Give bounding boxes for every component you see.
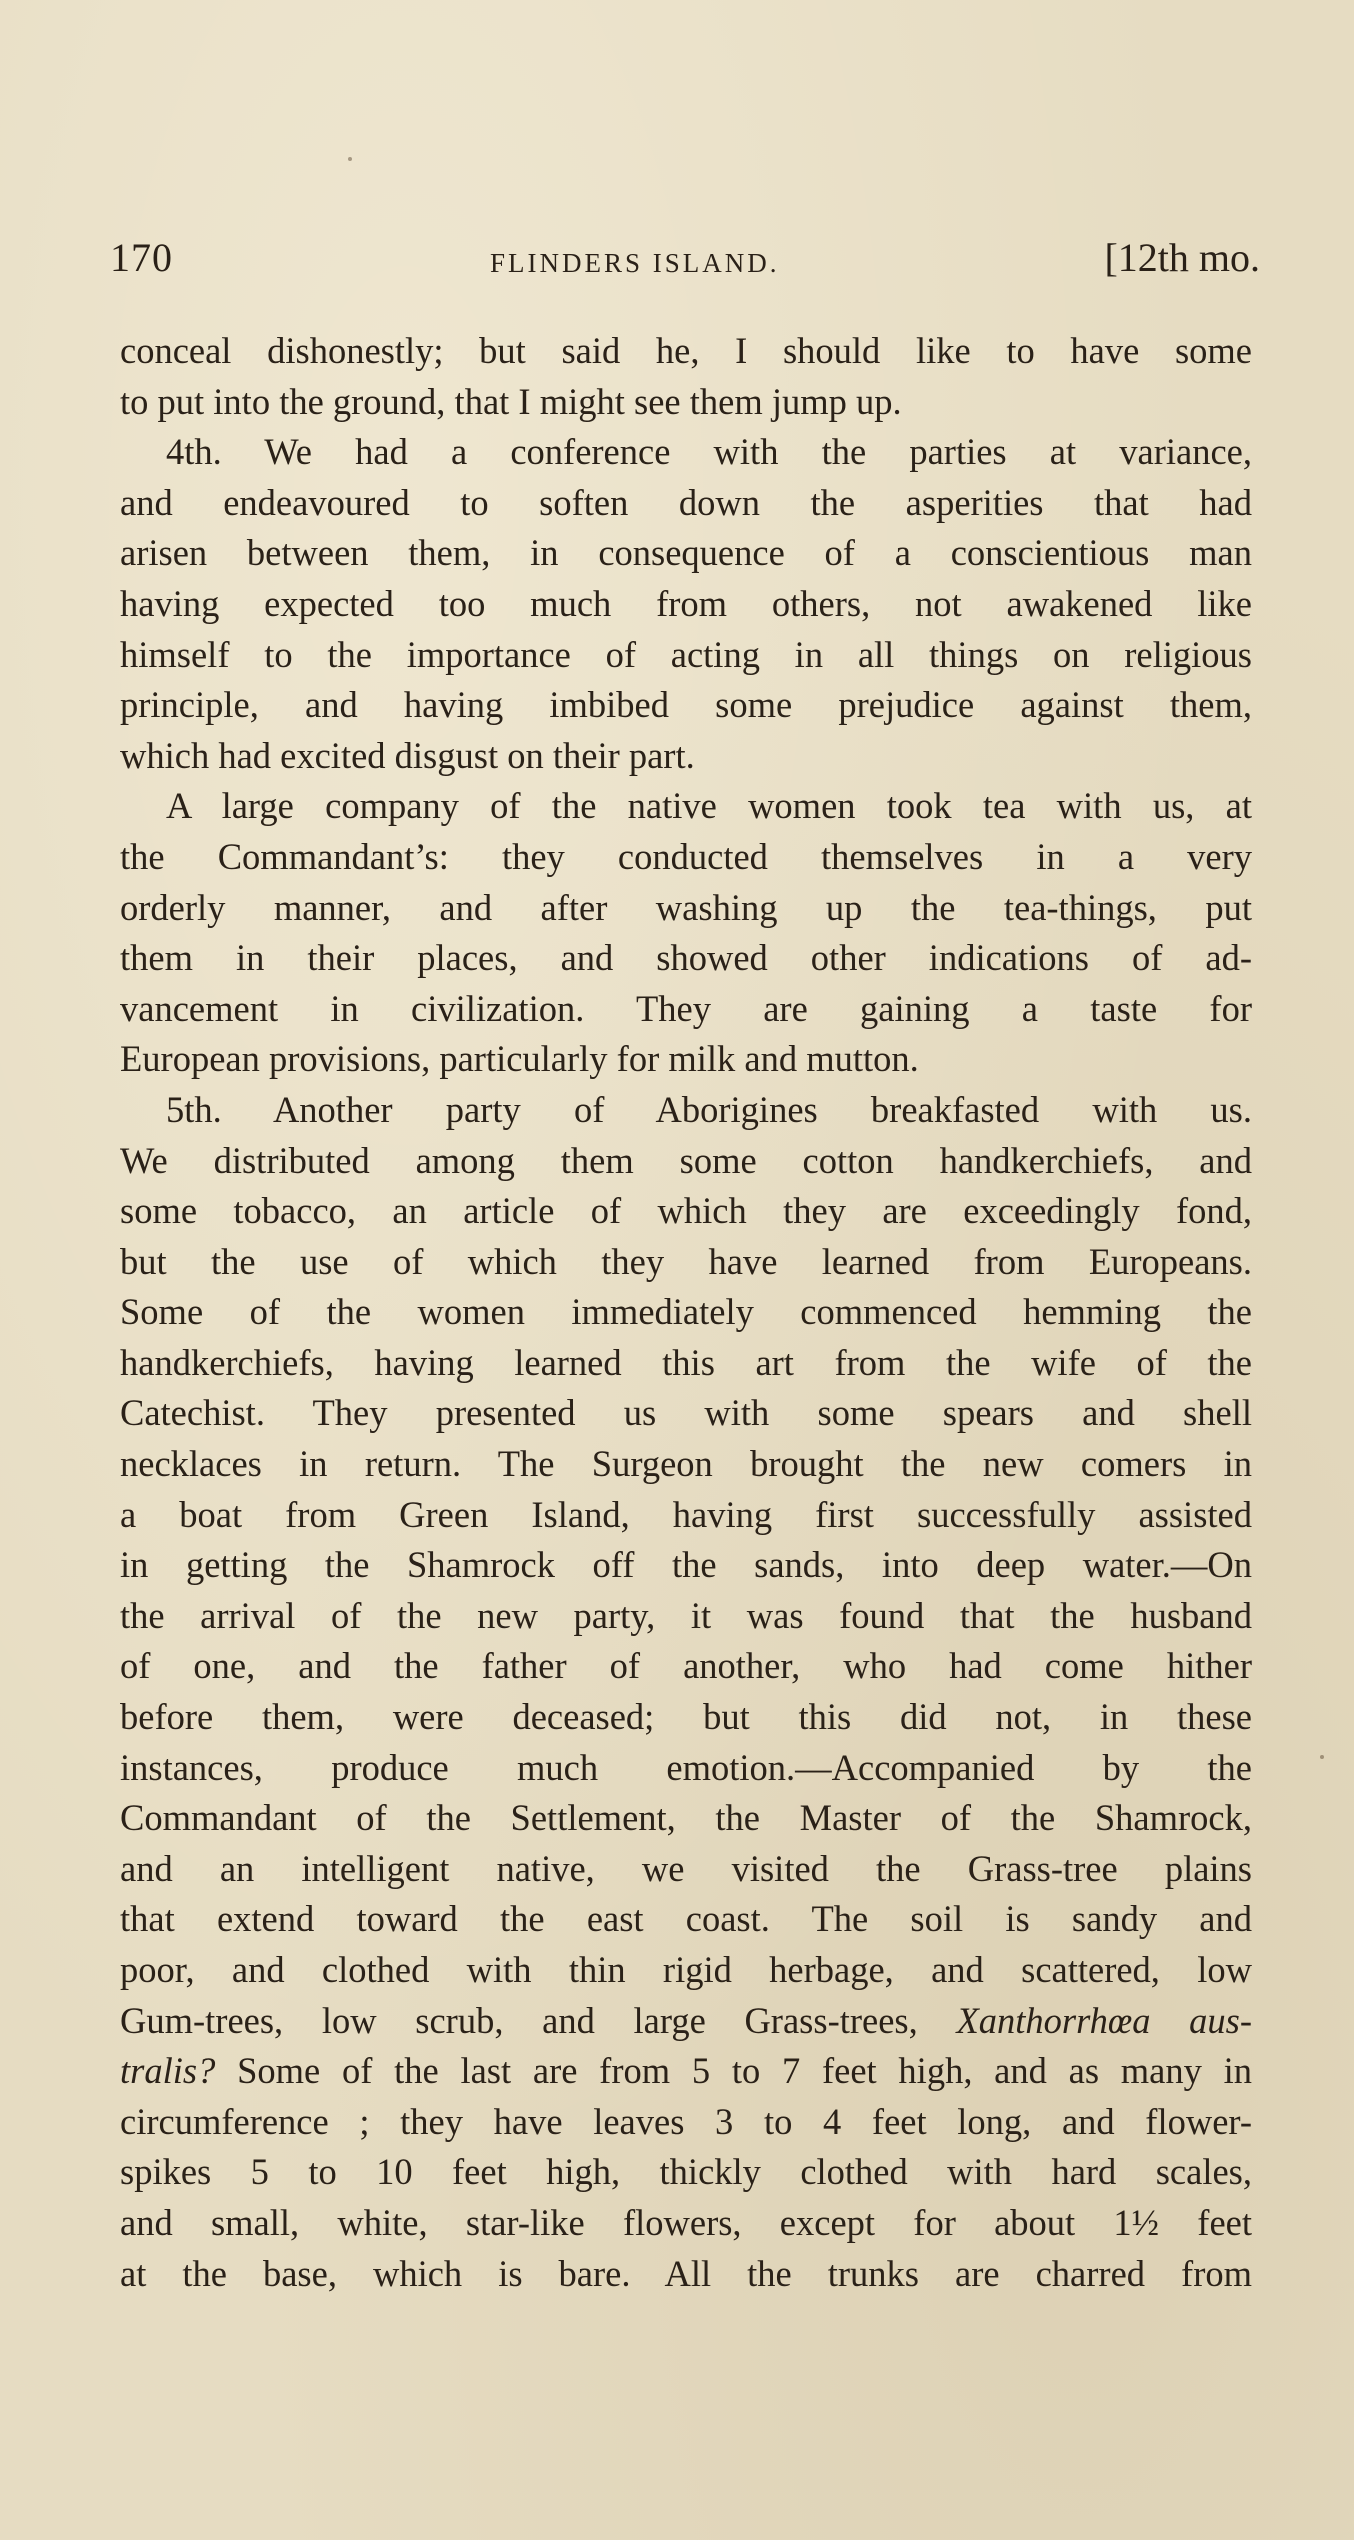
text-line: to put into the ground, that I might see them jump up. xyxy=(120,380,902,422)
running-title: FLINDERS ISLAND. xyxy=(490,248,780,278)
text-line-part: Gum-trees, low scrub, and large Grass-trees, xyxy=(120,1999,918,2041)
text-line: at the base, which is bare. All the trunks are charred from xyxy=(120,2252,1252,2294)
text-line: that extend toward the east coast. The soil is sandy and xyxy=(120,1898,1252,1940)
text-line: instances, produce much emotion.—Accompanied by the xyxy=(120,1746,1252,1788)
species-name-italic: tralis? xyxy=(120,2050,216,2092)
text-line: and an intelligent native, we visited the Grass-tree plains xyxy=(120,1847,1252,1889)
text-line: vancement in civilization. They are gaining a taste for xyxy=(120,987,1252,1029)
text-line: them in their places, and showed other indications of ad- xyxy=(120,937,1252,979)
text-line: and endeavoured to soften down the asperities that had xyxy=(120,481,1252,523)
text-line: of one, and the father of another, who had come hither xyxy=(120,1645,1252,1687)
paper-speck xyxy=(348,157,352,161)
text-line: We distributed among them some cotton handkerchiefs, and xyxy=(120,1139,1252,1181)
species-name-italic: Xanthorrhœa aus- xyxy=(956,1999,1252,2041)
text-line: 5th. Another party of Aborigines breakfasted with us. xyxy=(166,1088,1252,1130)
text-line: Catechist. They presented us with some spears and shell xyxy=(120,1392,1252,1434)
text-line: Some of the women immediately commenced hemming the xyxy=(120,1291,1252,1333)
text-line: orderly manner, and after washing up the tea-things, put xyxy=(120,886,1252,928)
text-line: but the use of which they have learned from Europeans. xyxy=(120,1240,1252,1282)
text-line: having expected too much from others, not awakened like xyxy=(120,582,1252,624)
text-line: handkerchiefs, having learned this art from the wife of the xyxy=(120,1341,1252,1383)
text-line: arisen between them, in consequence of a conscientious man xyxy=(120,532,1252,574)
text-line: and small, white, star-like flowers, except for about 1½ feet xyxy=(120,2201,1252,2243)
text-line-mixed xyxy=(120,2046,1252,2097)
text-line: necklaces in return. The Surgeon brought the new comers in xyxy=(120,1443,1252,1485)
body-text xyxy=(120,326,1252,2299)
text-line: circumference ; they have leaves 3 to 4 feet long, and flower- xyxy=(120,2100,1252,2142)
text-line: before them, were deceased; but this did not, in these xyxy=(120,1696,1252,1738)
text-line-mixed xyxy=(120,1996,1252,2047)
text-line: A large company of the native women took tea with us, at xyxy=(166,785,1252,827)
text-line: 4th. We had a conference with the parties at variance, xyxy=(166,431,1252,473)
text-line: conceal dishonestly; but said he, I should like to have some xyxy=(120,330,1252,371)
text-line: the arrival of the new party, it was found that the husband xyxy=(120,1594,1252,1636)
text-line: Commandant of the Settlement, the Master of the Shamrock, xyxy=(120,1797,1252,1839)
text-line: European provisions, particularly for milk and mutton. xyxy=(120,1038,919,1080)
text-line: some tobacco, an article of which they are exceedingly fond, xyxy=(120,1190,1252,1232)
text-line: himself to the importance of acting in all things on religious xyxy=(120,633,1252,675)
page-number: 170 xyxy=(110,235,173,280)
text-line: which had excited disgust on their part. xyxy=(120,734,695,776)
text-line: in getting the Shamrock off the sands, into deep water.—On xyxy=(120,1544,1252,1586)
text-line: principle, and having imbibed some prejudice against them, xyxy=(120,684,1252,726)
text-line-part: Some of the last are from 5 to 7 feet high, and as many in xyxy=(237,2050,1252,2092)
text-line: spikes 5 to 10 feet high, thickly clothed with hard scales, xyxy=(120,2151,1252,2193)
running-head xyxy=(110,234,1260,294)
text-line: a boat from Green Island, having first successfully assisted xyxy=(120,1493,1252,1535)
text-line: the Commandant’s: they conducted themselves in a very xyxy=(120,835,1252,877)
paper-speck xyxy=(1320,1755,1324,1759)
running-month: [12th mo. xyxy=(1104,235,1260,280)
text-line: poor, and clothed with thin rigid herbage, and scattered, low xyxy=(120,1949,1252,1990)
